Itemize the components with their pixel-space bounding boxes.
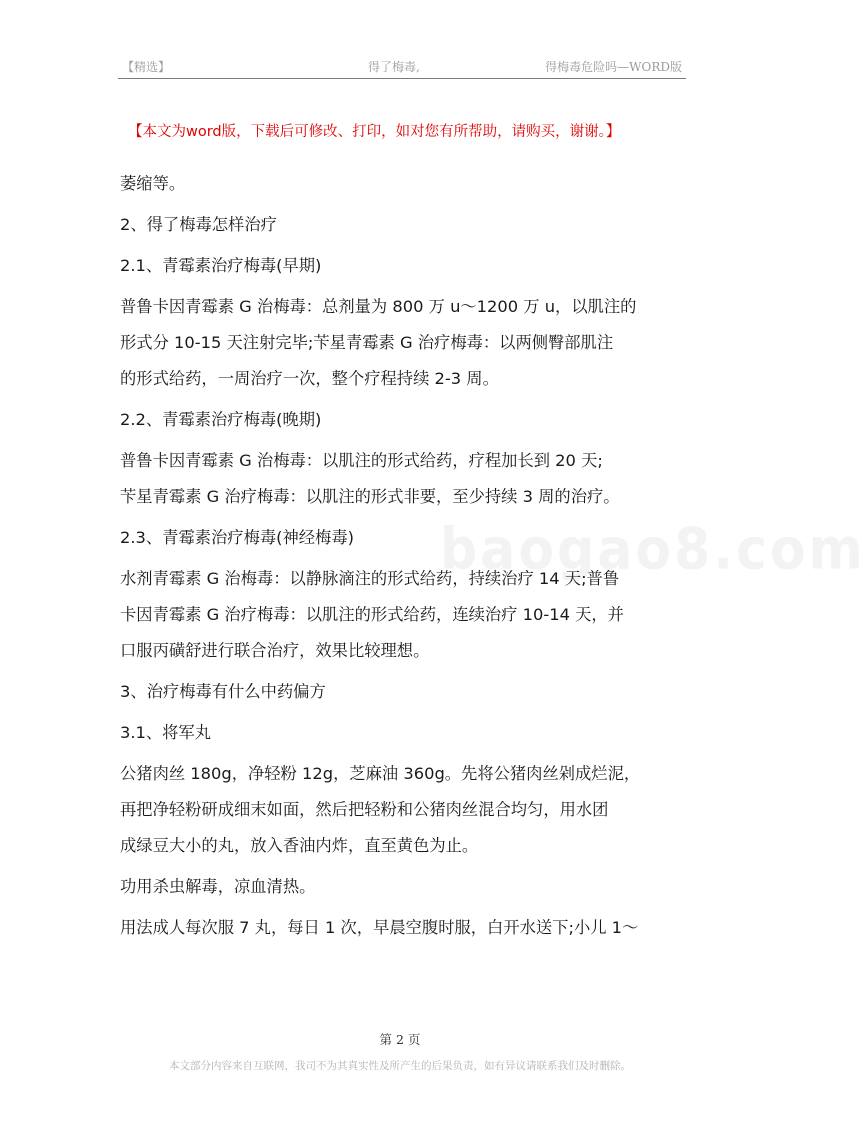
page-header [118,56,686,79]
footer-disclaimer: 本文部分内容来自互联网，我司不为其真实性及所产生的后果负责，如有异议请联系我们及时删除。 [169,1060,631,1072]
text-line: 公猪肉丝 180g，净轻粉 12g，芝麻油 360g。先将公猪肉丝剁成烂泥， [120,764,641,783]
section-heading: 2、得了梅毒怎样治疗 [120,215,277,234]
text-line: 水剂青霉素 G 治梅毒：以静脉滴注的形式给药，持续治疗 14 天;普鲁 [120,569,620,588]
subsection-heading: 3.1、将军丸 [120,723,212,742]
text-line: 萎缩等。 [120,174,186,193]
text-line: 口服丙磺舒进行联合治疗，效果比较理想。 [120,641,430,660]
text-line: 形式分 10-15 天注射完毕;苄星青霉素 G 治疗梅毒：以两侧臀部肌注 [120,333,614,352]
text-line: 成绿豆大小的丸，放入香油内炸，直至黄色为止。 [120,836,479,855]
subsection-heading: 2.3、青霉素治疗梅毒(神经梅毒) [120,528,354,547]
text-line: 普鲁卡因青霉素 G 治梅毒：以肌注的形式给药，疗程加长到 20 天; [120,451,603,470]
header-center-text: 得了梅毒, [368,60,420,74]
subsection-heading: 2.1、青霉素治疗梅毒(早期) [120,256,322,275]
watermark-text: baogao8.com [440,517,866,583]
red-notice: 【本文为word版，下载后可修改、打印，如对您有所帮助，请购买，谢谢。】 [128,124,621,140]
text-line: 普鲁卡因青霉素 G 治梅毒：总剂量为 800 万 u～1200 万 u，以肌注的 [120,297,637,316]
header-left-text: 【精选】 [122,60,171,74]
text-line: 卡因青霉素 G 治疗梅毒：以肌注的形式给药，连续治疗 10-14 天，并 [120,605,624,624]
text-line: 功用杀虫解毒，凉血清热。 [120,877,316,896]
text-line: 苄星青霉素 G 治疗梅毒：以肌注的形式非要，至少持续 3 周的治疗。 [120,487,620,506]
subsection-heading: 2.2、青霉素治疗梅毒(晚期) [120,410,322,429]
document-body [120,166,686,946]
text-line: 用法成人每次服 7 丸，每日 1 次，早晨空腹时服，白开水送下;小儿 1～ [120,918,639,937]
text-line: 的形式给药，一周治疗一次，整个疗程持续 2-3 周。 [120,369,499,388]
text-line: 再把净轻粉研成细末如面，然后把轻粉和公猪肉丝混合均匀，用水团 [120,800,609,819]
section-heading: 3、治疗梅毒有什么中药偏方 [120,682,326,701]
page-number: 第 2 页 [379,1032,421,1047]
header-right-text: 得梅毒危险吗—WORD版 [545,60,682,74]
